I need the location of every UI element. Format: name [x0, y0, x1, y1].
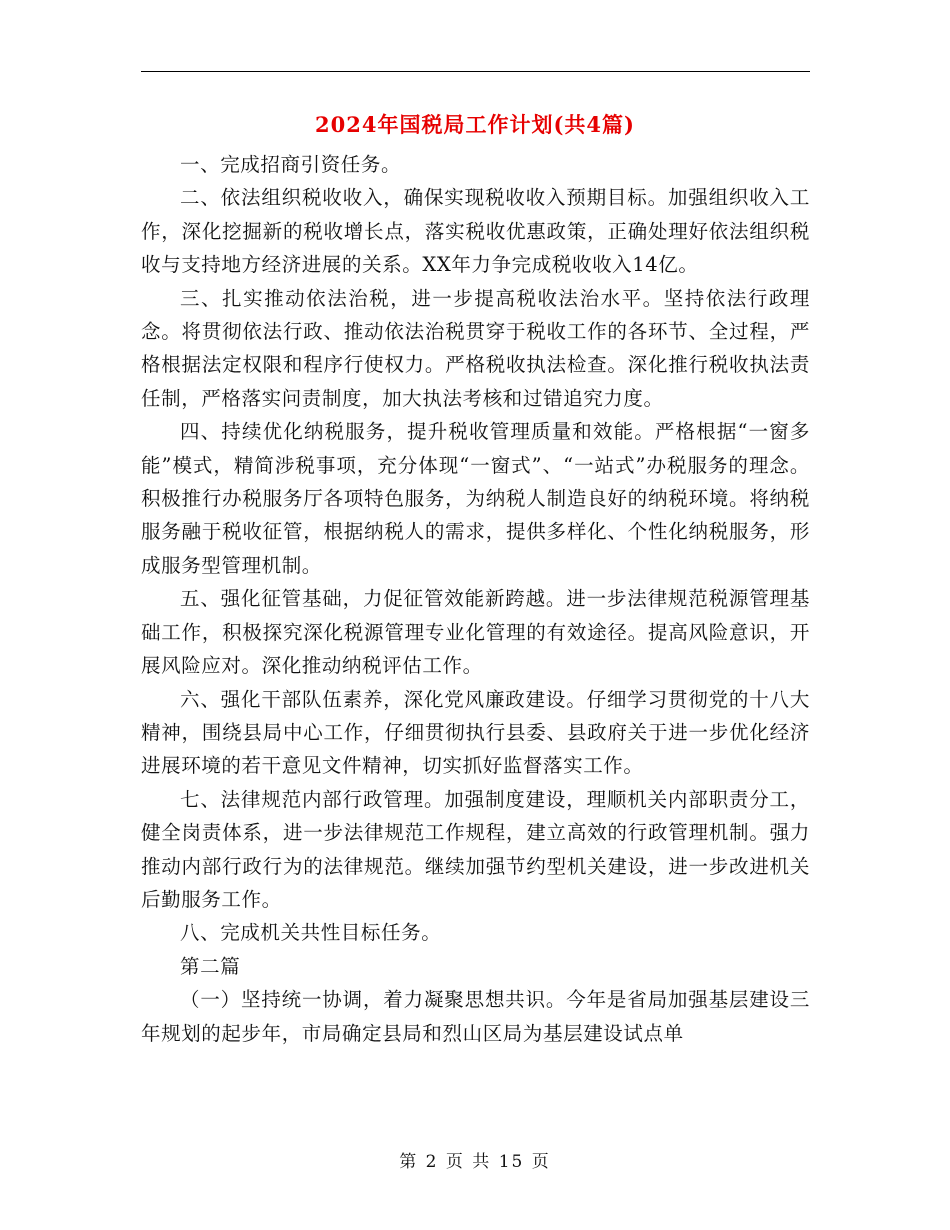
page-footer: 第 2 页 共 15 页	[399, 1152, 551, 1172]
paragraph-7: 七、法律规范内部行政管理。加强制度建设，理顺机关内部职责分工，健全岗责体系，进一步法律规范工作规程，建立高效的行政管理机制。强力推动内部行政行为的法律规范。继续加强节约型机关建设，进一步改进机关后勤服务工作。	[141, 787, 810, 911]
paragraph-1: 一、完成招商引资任务。	[180, 153, 402, 176]
paragraph-5: 五、强化征管基础，力促征管效能新跨越。进一步法律规范税源管理基础工作，积极探究深化税源管理专业化管理的有效途径。提高风险意识，开展风险应对。深化推动纳税评估工作。	[141, 587, 810, 678]
header-rule	[141, 71, 810, 72]
document-body	[141, 148, 810, 1050]
section-heading-second: 第二篇	[180, 954, 241, 978]
paragraph-3: 三、扎实推动依法治税，进一步提高税收法治水平。坚持依法行政理念。将贯彻依法行政、推动依法治税贯穿于税收工作的各环节、全过程，严格根据法定权限和程序行使权力。严格税收执法检查。深化推行税收执法责任制，严格落实问责制度，加大执法考核和过错追究力度。	[141, 286, 810, 410]
paragraph-2: 二、依法组织税收收入，确保实现税收收入预期目标。加强组织收入工作，深化挖掘新的税收增长点，落实税收优惠政策，正确处理好依法组织税收与支持地方经济进展的关系。XX年力争完成税收收入14亿。	[141, 186, 810, 277]
document-title: 2024年国税局工作计划(共4篇)	[315, 112, 635, 137]
paragraph-4: 四、持续优化纳税服务，提升税收管理质量和效能。严格根据“一窗多能”模式，精简涉税事项，充分体现“一窗式”、“一站式”办税服务的理念。积极推行办税服务厅各项特色服务，为纳税人制造良好的纳税环境。将纳税服务融于税收征管，根据纳税人的需求，提供多样化、个性化纳税服务，形成服务型管理机制。	[141, 420, 810, 577]
paragraph-8: 八、完成机关共性目标任务。	[180, 921, 442, 945]
paragraph-6: 六、强化干部队伍素养，深化党风廉政建设。仔细学习贯彻党的十八大精神，围绕县局中心工作，仔细贯彻执行县委、县政府关于进一步优化经济进展环境的若干意见文件精神，切实抓好监督落实工作。	[141, 687, 810, 778]
paragraph-9: （一）坚持统一协调，着力凝聚思想共识。今年是省局加强基层建设三年规划的起步年，市局确定县局和烈山区局为基层建设试点单	[141, 988, 810, 1045]
